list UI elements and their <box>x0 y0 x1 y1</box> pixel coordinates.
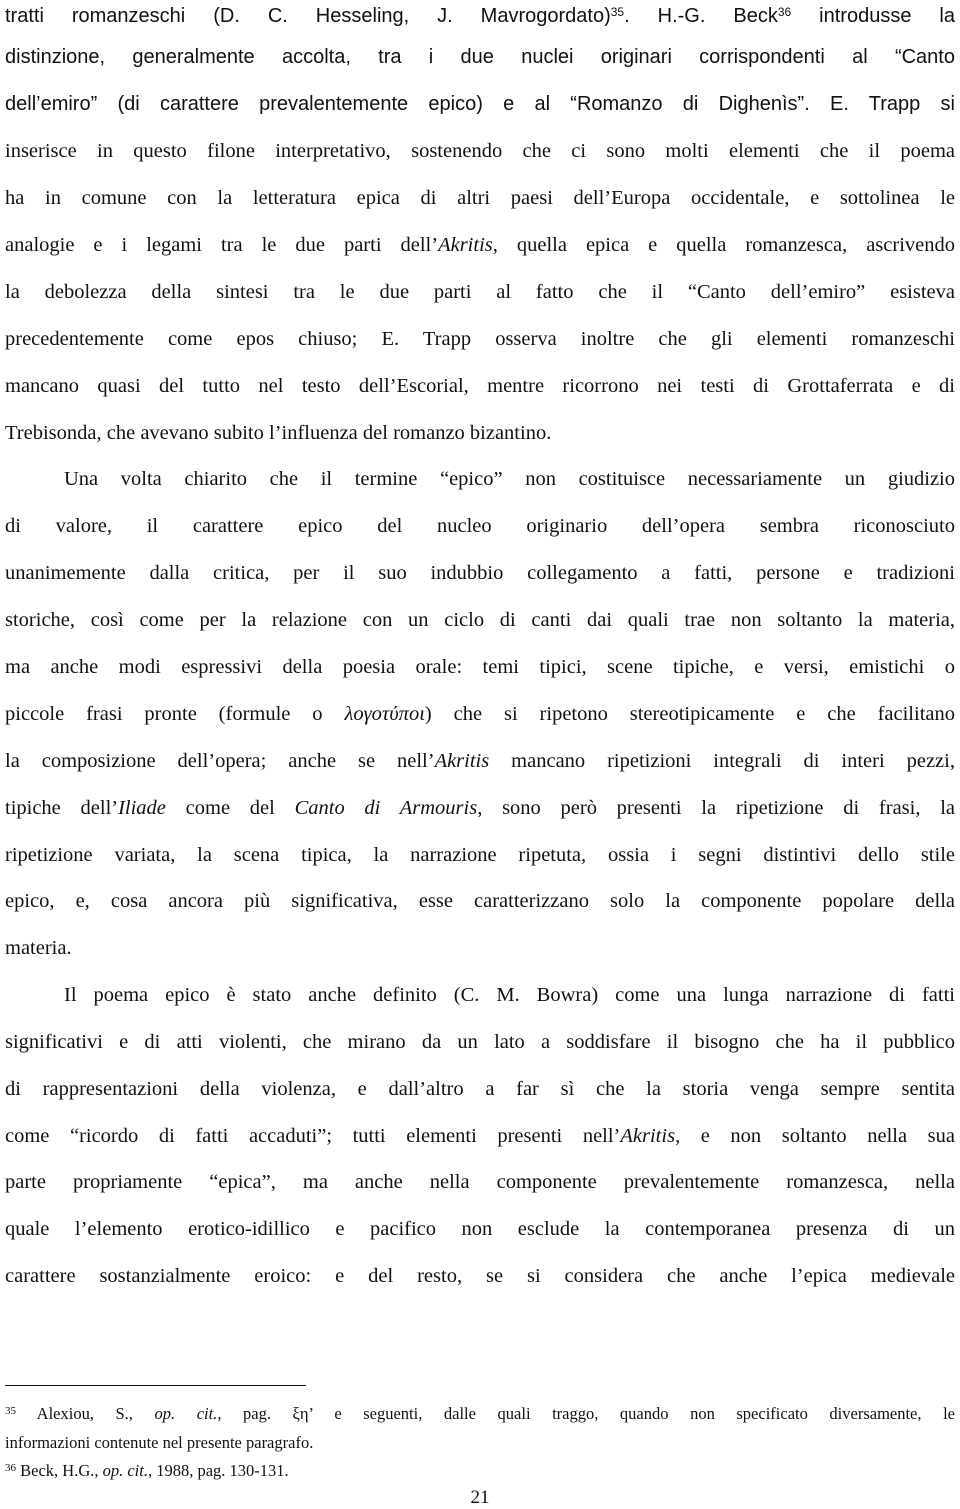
page-number: 21 <box>470 1487 490 1508</box>
footnote-ref-36[interactable]: 36 <box>777 5 792 19</box>
text-line-20: epico, e, cosa ancora più significativa, esse caratterizzano solo la componente popolare della <box>5 890 955 912</box>
text-line-27: quale l’elemento erotico-idillico e pacifico non esclude la contemporanea presenza di un <box>5 1218 955 1240</box>
text-line-15: ma anche modi espressivi della poesia orale: temi tipici, scene tipiche, e versi, emistichi o <box>5 656 955 678</box>
text-line-2: distinzione, generalmente accolta, tra i due nuclei originari corrispondenti al “Canto <box>5 46 955 68</box>
footnote-separator <box>5 1385 306 1386</box>
text-line-5: ha in comune con la letteratura epica di altri paesi dell’Europa occidentale, e sottolinea le <box>5 187 955 209</box>
text-line-11: Una volta chiarito che il termine “epico” non costituisce necessariamente un giudizio <box>64 468 955 490</box>
footnote-35-continued: informazioni contenute nel presente paragrafo. <box>5 1433 314 1452</box>
footnote-35: $^{35}$ Alexiou, S., op. cit., pag. ξη’ e seguenti, dalle quali traggo, quando non specificato diversamente, le <box>5 1404 955 1423</box>
text-line-19: ripetizione variata, la scena tipica, la narrazione ripetuta, ossia i segni distintivi dello stile <box>5 844 955 866</box>
text-line-9: mancano quasi del tutto nel testo dell’Escorial, mentre ricorrono nei testi di Grottaferrata e di <box>5 375 955 397</box>
text-line-1: tratti romanzeschi (D. C. Hesseling, J. Mavrogordato)$^{35}$. H.-G. Beck$^{36}$ introdusse la <box>5 5 955 27</box>
text-line-23: significativi e di atti violenti, che mirano da un lato a soddisfare il bisogno che ha il pubblico <box>5 1031 955 1053</box>
text-line-26: parte propriamente “epica”, ma anche nella componente prevalentemente romanzesca, nella <box>5 1171 955 1193</box>
footnote-ref-35[interactable]: 35 <box>610 5 625 19</box>
text-line-14: storiche, così come per la relazione con un ciclo di canti dai quali trae non soltanto la materia, <box>5 609 955 631</box>
text-line-7: la debolezza della sintesi tra le due parti al fatto che il “Canto dell’emiro” esisteva <box>5 281 955 303</box>
text-line-10: Trebisonda, che avevano subito l’influenza del romanzo bizantino. <box>5 422 552 444</box>
text-line-4: inserisce in questo filone interpretativo, sostenendo che ci sono molti elementi che il poema <box>5 140 955 162</box>
text-line-18: tipiche dell’Iliade come del Canto di Armouris, sono però presenti la ripetizione di frasi, la <box>5 797 955 819</box>
text-line-21: materia. <box>5 937 72 959</box>
text-line-22: Il poema epico è stato anche definito (C. M. Bowra) come una lunga narrazione di fatti <box>64 984 955 1006</box>
text-line-13: unanimemente dalla critica, per il suo indubbio collegamento a fatti, persone e tradizioni <box>5 562 955 584</box>
text-line-8: precedentemente come epos chiuso; E. Trapp osserva inoltre che gli elementi romanzeschi <box>5 328 955 350</box>
text-line-6: analogie e i legami tra le due parti dell’Akritis, quella epica e quella romanzesca, ascrivendo <box>5 234 955 256</box>
footnote-36: $^{36}$ Beck, H.G., op. cit., 1988, pag. 130-131. <box>5 1461 289 1480</box>
text-line-28: carattere sostanzialmente eroico: e del resto, se si considera che anche l’epica medievale <box>5 1265 955 1287</box>
text-line-17: la composizione dell’opera; anche se nell’Akritis mancano ripetizioni integrali di interi pezzi, <box>5 750 955 772</box>
text-line-24: di rappresentazioni della violenza, e dall’altro a far sì che la storia venga sempre sentita <box>5 1078 955 1100</box>
text-line-12: di valore, il carattere epico del nucleo originario dell’opera sembra riconosciuto <box>5 515 955 537</box>
text-line-25: come “ricordo di fatti accaduti”; tutti elementi presenti nell’Akritis, e non soltanto nella sua <box>5 1125 955 1147</box>
text-line-16: piccole frasi pronte (formule o λογοτύποι) che si ripetono stereotipicamente e che facilitano <box>5 703 955 725</box>
text-line-3: dell’emiro” (di carattere prevalentemente epico) e al “Romanzo di Dighenìs”. E. Trapp si <box>5 93 955 115</box>
